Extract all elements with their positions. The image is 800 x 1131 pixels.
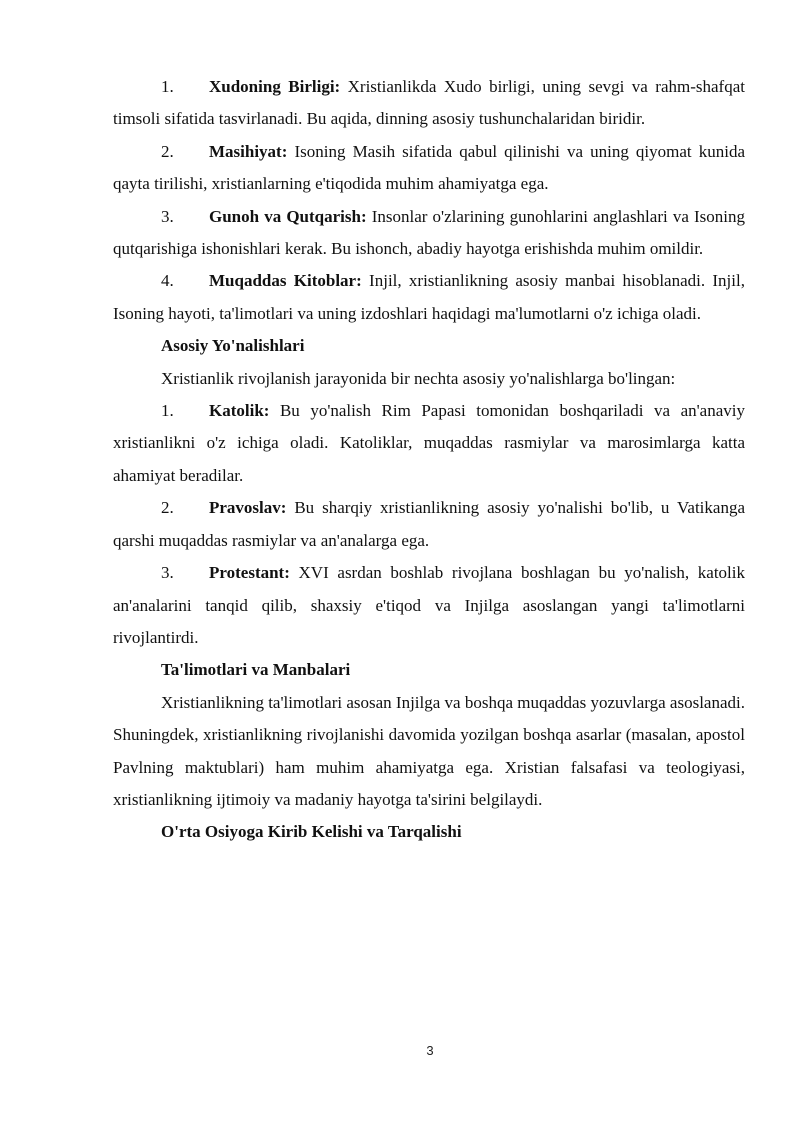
section-heading-talimotlari: Ta'limotlari va Manbalari [161,660,351,680]
list-term: Protestant: [209,563,290,583]
list-number: 4. [161,271,174,291]
list-term: Masihiyat: [209,141,288,161]
section-paragraph: Xristianlikning ta'limotlari asosan Injilga va boshqa muqaddas yozuvlarga asoslanadi. Shuningdek, xristianlikning rivojlanishi davomida yozilgan boshqa asarlar (masalan, apostol Pavlning maktublari) ham muhim ahamiyatga ega. Xristian falsafasi va teologiyasi, xristianlikning ijtimoiy va madaniy hayotga ta'sirini belgilaydi. [113,692,745,809]
section-heading-orta-osiyo: O'rta Osiyoga Kirib Kelishi va Tarqalishi [161,822,462,842]
list-term: Gunoh va Qutqarish: [209,206,367,226]
list-term: Xudoning Birligi: [209,77,341,96]
list-number: 1. [161,77,174,96]
section-intro: Xristianlik rivojlanish jarayonida bir nechta asosiy yo'nalishlarga bo'lingan: [161,368,676,388]
document-page [113,71,745,849]
list-item-protestant [113,557,745,654]
list-number: 2. [161,141,174,161]
list-item-muqaddas-kitoblar [113,265,745,330]
list-text: Isoning Masih sifatida qabul qilinishi va uning qiyomat kunida qayta tirilishi, xristianlarning e'tiqodida muhim ahamiyatga ega. [113,141,745,194]
list-text: XVI asrdan boshlab rivojlana boshlagan bu yo'nalish, katolik an'analarini tanqid qilib, shaxsiy e'tiqod va Injilga asoslangan yangi ta'limotlarni rivojlantirdi. [113,563,745,647]
list-item-xudoning-birligi [113,71,745,136]
list-item-gunoh-va-qutqarish [113,201,745,266]
list-text: Bu sharqiy xristianlikning asosiy yo'nalishi bo'lib, u Vatikanga qarshi muqaddas rasmiylar va an'analarga ega. [113,498,745,550]
page-number: 3 [426,1043,434,1058]
list-text: Bu yo'nalish Rim Papasi tomonidan boshqariladi va an'anaviy xristianlikni o'z ichiga oladi. Katoliklar, muqaddas rasmiylar va marosimlarga katta ahamiyat beradilar. [113,401,745,485]
list-term: Pravoslav: [209,498,287,518]
list-text: Xristianlikda Xudo birligi, uning sevgi va rahm-shafqat timsoli sifatida tasvirlanadi. Bu aqida, dinning asosiy tushunchalaridan biridir. [113,77,745,129]
list-number: 1. [161,401,174,421]
list-number: 3. [161,206,174,226]
list-term: Katolik: [209,401,270,421]
list-text: Injil, xristianlikning asosiy manbai hisoblanadi. Injil, Isoning hayoti, ta'limotlari va uning izdoshlari haqidagi ma'lumotlarni o'z ichiga oladi. [113,271,745,323]
list-term: Muqaddas Kitoblar: [209,271,362,291]
list-item-masihiyat [113,136,745,201]
list-number: 2. [161,498,174,518]
list-item-katolik [113,395,745,492]
section-heading-asosiy-yonalishlari: Asosiy Yo'nalishlari [161,336,305,356]
list-item-pravoslav [113,492,745,557]
list-number: 3. [161,563,174,583]
list-text: Insonlar o'zlarining gunohlarini anglashlari va Isoning qutqarishiga ishonishlari kerak. Bu ishonch, abadiy hayotga erishishda muhim omildir. [113,206,745,259]
